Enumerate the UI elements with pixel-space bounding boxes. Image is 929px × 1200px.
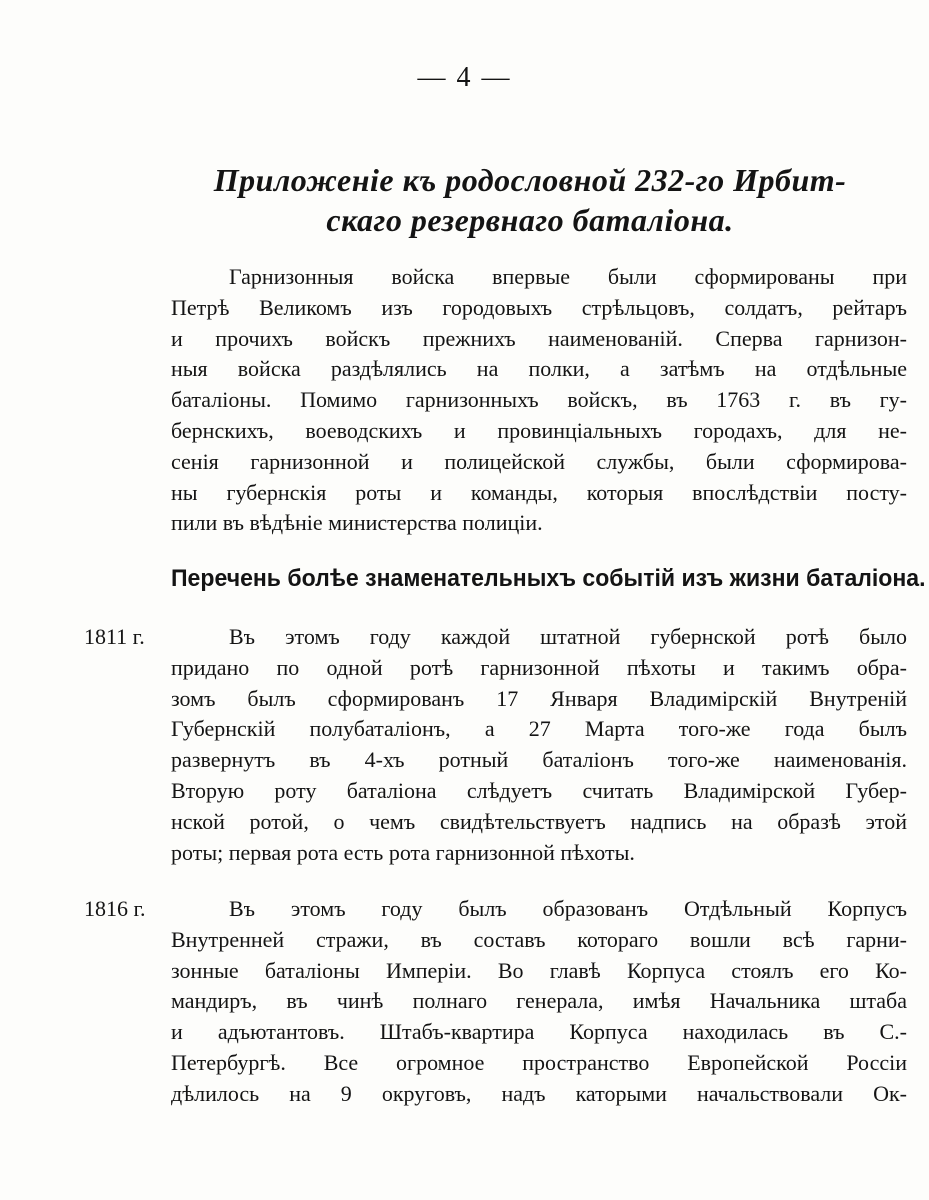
text-line: нской ротой, о чемъ свидѣтельствуетъ надпись на образѣ этой (171, 808, 907, 834)
text-line: мандиръ, въ чинѣ полнаго генерала, имѣя Начальника штаба (171, 988, 907, 1014)
text-line: баталіоны. Помимо гарнизонныхъ войскъ, въ 1763 г. въ гу- (171, 387, 907, 413)
entry-year-1811: 1811 г. (84, 624, 145, 649)
text-line: Въ этомъ году былъ образованъ Отдѣльный Корпусъ (229, 896, 907, 921)
page-number: — 4 — (417, 62, 512, 93)
entry-year-1816: 1816 г. (84, 896, 146, 921)
title-line-2: скаго резервнаго баталіона. (326, 202, 734, 238)
text-line: ныя войска раздѣлялись на полки, а затѣмъ на отдѣльные (171, 356, 907, 382)
text-line: Петербургѣ. Все огромное пространство Европейской Россіи (171, 1049, 907, 1075)
section-heading: Перечень болѣе знаменательныхъ событій изъ жизни баталіона. (171, 565, 926, 592)
text-line: развернутъ въ 4-хъ ротный баталіонъ того-же наименованія. (171, 747, 907, 773)
entry-text-1811 (171, 622, 907, 868)
text-line: Петрѣ Великомъ изъ городовыхъ стрѣльцовъ, солдатъ, рейтаръ (171, 294, 907, 320)
text-line: бернскихъ, воеводскихъ и провинціальныхъ городахъ, для не- (171, 417, 907, 443)
text-line: пили въ вѣдѣніе министерства полиціи. (171, 510, 543, 536)
appendix-title (150, 160, 910, 240)
text-line: зомъ былъ сформированъ 17 Января Владимірскій Внутреній (171, 685, 907, 711)
text-line: Губернскій полубаталіонъ, а 27 Марта того-же года былъ (171, 716, 907, 742)
text-line: Вторую роту баталіона слѣдуетъ считать Владимірской Губер- (171, 777, 907, 803)
text-line: и адъютантовъ. Штабъ-квартира Корпуса находилась въ С.- (171, 1019, 907, 1045)
text-line: Гарнизонныя войска впервые были сформированы при (229, 264, 907, 289)
text-line: Внутренней стражи, въ составъ котораго вошли всѣ гарни- (171, 926, 907, 952)
text-line: Въ этомъ году каждой штатной губернской ротѣ было (229, 624, 907, 649)
title-line-1: Приложеніе къ родословной 232-го Ирбит- (213, 162, 847, 198)
text-line: дѣлилось на 9 округовъ, надъ каторыми начальствовали Ок- (171, 1080, 907, 1106)
text-line: сенія гарнизонной и полицейской службы, были сформирова- (171, 448, 907, 474)
text-line: ны губернскія роты и команды, которыя впослѣдствіи посту- (171, 479, 907, 505)
text-line: придано по одной ротѣ гарнизонной пѣхоты и такимъ обра- (171, 654, 907, 680)
text-line: зонные баталіоны Имперіи. Во главѣ Корпуса стоялъ его Ко- (171, 957, 907, 983)
text-line: и прочихъ войскъ прежнихъ наименованій. Сперва гарнизон- (171, 325, 907, 351)
text-line: роты; первая рота есть рота гарнизонной пѣхоты. (171, 839, 635, 865)
entry-text-1816 (171, 894, 907, 1110)
intro-paragraph (171, 262, 907, 539)
